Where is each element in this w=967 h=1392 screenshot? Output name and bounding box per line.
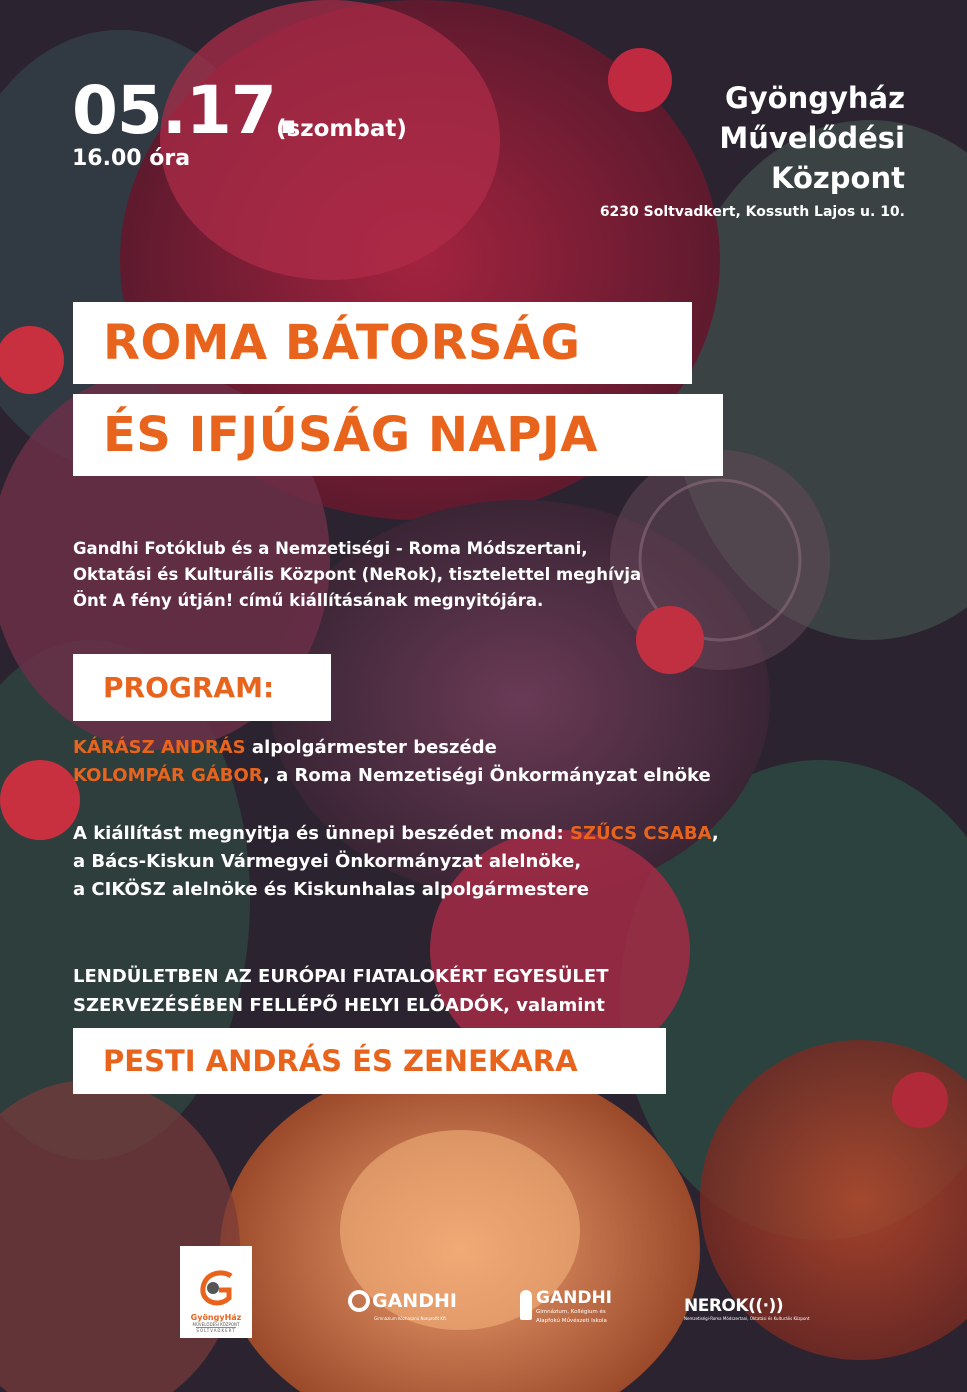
gandhi-kft-logo — [348, 1290, 457, 1321]
gandhi-figure-icon — [520, 1290, 532, 1320]
intro-line: Gandhi Fotóklub és a Nemzetiségi - Roma Módszertani, — [73, 539, 588, 558]
performers-line-1: LENDÜLETBEN AZ EURÓPAI FIATALOKÉRT EGYESÜLET — [73, 966, 609, 987]
title-line-2: ÉS IFJÚSÁG NAPJA — [73, 394, 723, 476]
opening-line-1 — [73, 820, 719, 848]
event-time: 16.00 óra — [72, 146, 191, 171]
gandhi-school-logo — [520, 1290, 612, 1324]
opening-suffix: , — [711, 823, 719, 844]
nerok-logo-sub: Nemzetiségi-Roma Módszertani, Oktatási és Kulturális Központ — [684, 1316, 810, 1321]
speaker-1-name: KÁRÁSZ ANDRÁS — [73, 737, 246, 758]
nerok-logo-name: NEROK((·)) — [684, 1296, 784, 1316]
gandhi-school-name: GANDHI — [536, 1288, 613, 1308]
band-name: PESTI ANDRÁS ÉS ZENEKARA — [73, 1028, 666, 1094]
nerok-wave-icon: ((·)) — [748, 1296, 784, 1316]
gyongyhaz-logo — [180, 1246, 252, 1338]
gandhi-kft-sub: Gimnázium Közhasznú Nonprofit Kft. — [374, 1316, 448, 1321]
program-heading: PROGRAM: — [73, 654, 331, 721]
gyongyhaz-logo-name: GyöngyHáz — [190, 1312, 242, 1322]
gyongyhaz-logo-sub: MŰVELŐDÉSI KÖZPONT — [192, 1321, 240, 1327]
intro-text — [73, 536, 713, 614]
gandhi-kft-name: GANDHI — [372, 1290, 457, 1312]
opening-name: SZŰCS CSABA — [570, 823, 712, 844]
intro-line: Önt A fény útján! című kiállításának megnyitójára. — [73, 591, 544, 610]
intro-line: Oktatási és Kulturális Központ (NeRok), tisztelettel meghívja — [73, 565, 642, 584]
gyongyhaz-logo-city: SOLTVADKERT — [196, 1328, 236, 1334]
speaker-1-role: alpolgármester beszéde — [245, 737, 497, 758]
gandhi-spiral-icon — [348, 1290, 370, 1312]
venue-line: Központ — [771, 161, 905, 195]
nerok-logo — [684, 1296, 810, 1321]
venue-address: 6230 Soltvadkert, Kossuth Lajos u. 10. — [599, 204, 905, 220]
event-date: 05.17. — [72, 72, 300, 149]
venue-line: Művelődési — [719, 121, 905, 155]
event-weekday: (szombat) — [276, 116, 407, 142]
venue-line: Gyöngyház — [724, 81, 905, 115]
performers-line-2 — [73, 992, 605, 1020]
opening-line-3: a CIKÖSZ alelnöke és Kiskunhalas alpolgármestere — [73, 879, 589, 900]
venue-name — [719, 78, 905, 198]
speaker-2-role: , a Roma Nemzetiségi Önkormányzat elnöke — [263, 765, 711, 786]
gandhi-school-sub-2: Alapfokú Művészeti Iskola — [536, 1317, 607, 1324]
speaker-1 — [73, 734, 497, 762]
performers-tail: , valamint — [503, 995, 605, 1016]
speaker-2 — [73, 762, 711, 790]
title-line-1: ROMA BÁTORSÁG — [73, 302, 692, 384]
gyongyhaz-logo-icon — [195, 1268, 237, 1310]
performers-org: SZERVEZÉSÉBEN FELLÉPŐ HELYI ELŐADÓK — [73, 995, 504, 1016]
speaker-2-name: KOLOMPÁR GÁBOR — [73, 765, 264, 786]
gandhi-school-sub-1: Gimnázium, Kollégium és — [536, 1309, 606, 1315]
opening-line-2: a Bács-Kiskun Vármegyei Önkormányzat alelnöke, — [73, 851, 582, 872]
opening-prefix: A kiállítást megnyitja és ünnepi beszédet mond: — [73, 823, 570, 844]
